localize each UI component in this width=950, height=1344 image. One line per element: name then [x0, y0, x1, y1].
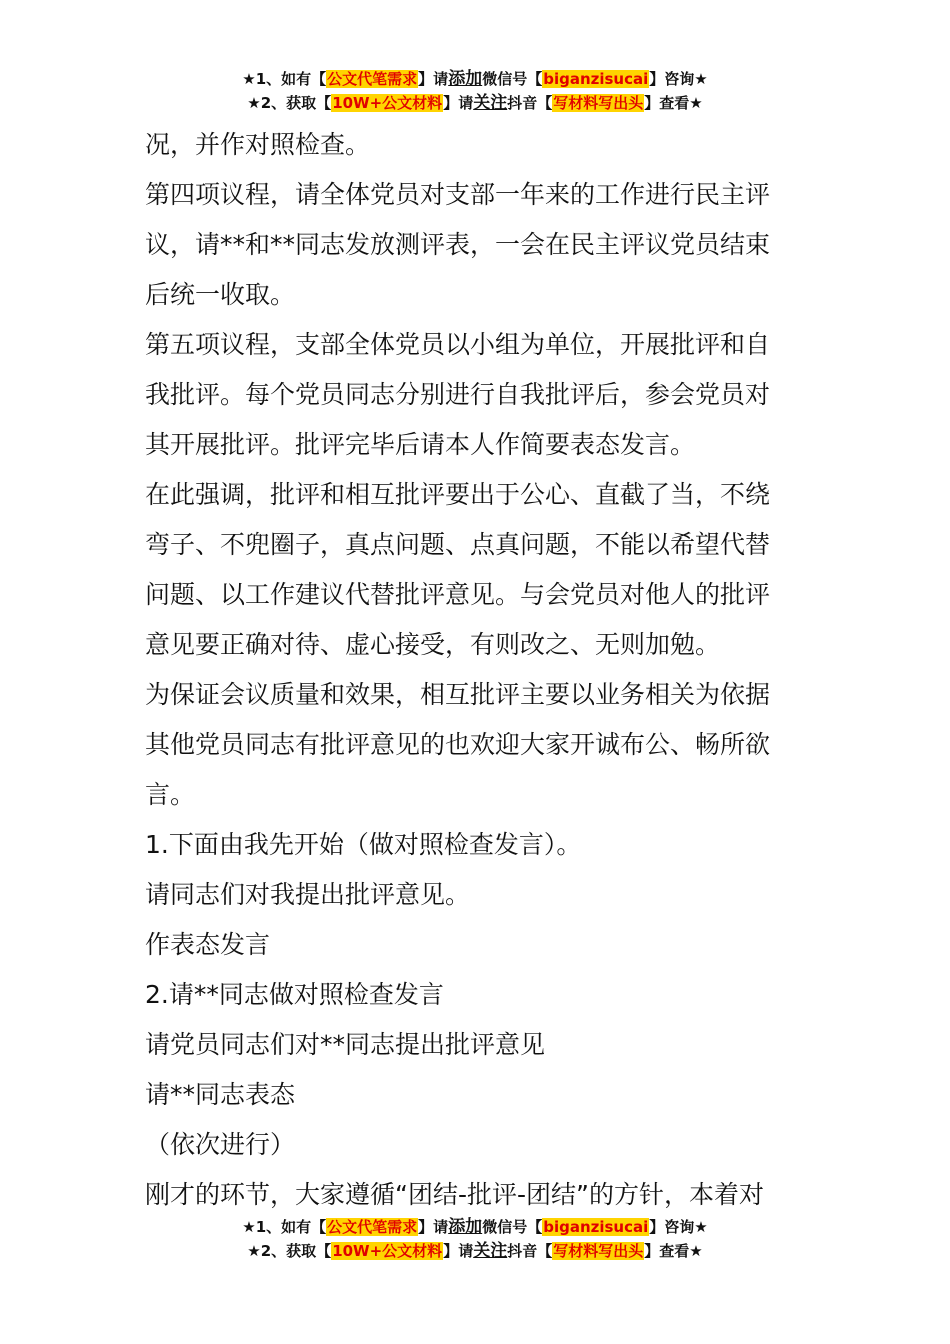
paragraph: 作表态发言: [145, 930, 271, 959]
paragraph: 第五项议程，支部全体党员以小组为单位，开展批评和自: [145, 330, 771, 359]
banner-text: 】请: [443, 1242, 474, 1260]
paragraph: 议，请**和**同志发放测评表，一会在民主评议党员结束: [145, 230, 771, 259]
banner-emphasis: 关注: [473, 93, 508, 113]
paragraph: 其开展批评。批评完毕后请本人作简要表态发言。: [145, 430, 696, 459]
banner-text: 】咨询★: [649, 70, 708, 88]
banner-text: 】咨询★: [649, 1218, 708, 1236]
banner-highlight: 公文代笔需求: [327, 1218, 418, 1236]
banner-text: ★1、如有【: [242, 70, 327, 88]
paragraph: 我批评。每个党员同志分别进行自我批评后，参会党员对: [145, 380, 771, 409]
banner-highlight: 10W+公文材料: [332, 94, 443, 112]
banner-text: ★1、如有【: [242, 1218, 327, 1236]
paragraph: 其他党员同志有批评意见的也欢迎大家开诚布公、畅所欲: [145, 730, 771, 759]
banner-emphasis: 关注: [473, 1241, 508, 1261]
paragraph: （依次进行）: [145, 1130, 296, 1159]
banner-line-1: [0, 67, 950, 91]
paragraph: 在此强调，批评和相互批评要出于公心、直截了当，不绕: [145, 480, 771, 509]
header-banner: [0, 67, 950, 115]
banner-text: 微信号【: [482, 1218, 543, 1236]
banner-text: ★2、获取【: [247, 1242, 332, 1260]
paragraph: 况，并作对照检查。: [145, 130, 371, 159]
banner-line-2: [0, 1239, 950, 1263]
banner-text: 抖音【: [507, 94, 553, 112]
paragraph: 言。: [145, 780, 196, 809]
banner-highlight: biganzisucai: [543, 70, 649, 88]
paragraph: 后统一收取。: [145, 280, 296, 309]
paragraph: 第四项议程，请全体党员对支部一年来的工作进行民主评: [145, 180, 771, 209]
banner-text: 】查看★: [644, 94, 703, 112]
paragraph: 意见要正确对待、虚心接受，有则改之、无则加勉。: [145, 630, 721, 659]
banner-text: 】查看★: [644, 1242, 703, 1260]
paragraph: 请同志们对我提出批评意见。: [145, 880, 471, 909]
footer-banner: [0, 1215, 950, 1263]
banner-highlight: 公文代笔需求: [327, 70, 418, 88]
banner-highlight: 写材料写出头: [553, 1242, 644, 1260]
paragraph: 请**同志表态: [145, 1080, 296, 1109]
banner-text: 】请: [443, 94, 474, 112]
paragraph: 2.请**同志做对照检查发言: [145, 980, 444, 1009]
paragraph: 为保证会议质量和效果，相互批评主要以业务相关为依据: [145, 680, 771, 709]
banner-emphasis: 添加: [448, 69, 483, 89]
paragraph: 弯子、不兜圈子，真点问题、点真问题，不能以希望代替: [145, 530, 771, 559]
paragraph: 请党员同志们对**同志提出批评意见: [145, 1030, 546, 1059]
banner-text: ★2、获取【: [247, 94, 332, 112]
document-body: [145, 120, 810, 1220]
banner-text: 】请: [418, 1218, 449, 1236]
banner-text: 微信号【: [482, 70, 543, 88]
banner-line-2: [0, 91, 950, 115]
banner-highlight: 10W+公文材料: [332, 1242, 443, 1260]
banner-highlight: biganzisucai: [543, 1218, 649, 1236]
paragraph: 问题、以工作建议代替批评意见。与会党员对他人的批评: [145, 580, 771, 609]
paragraph: 刚才的环节，大家遵循“团结-批评-团结”的方针，本着对: [145, 1180, 764, 1209]
banner-text: 】请: [418, 70, 449, 88]
banner-highlight: 写材料写出头: [553, 94, 644, 112]
banner-emphasis: 添加: [448, 1217, 483, 1237]
paragraph: 1.下面由我先开始（做对照检查发言）。: [145, 830, 582, 859]
banner-line-1: [0, 1215, 950, 1239]
banner-text: 抖音【: [507, 1242, 553, 1260]
